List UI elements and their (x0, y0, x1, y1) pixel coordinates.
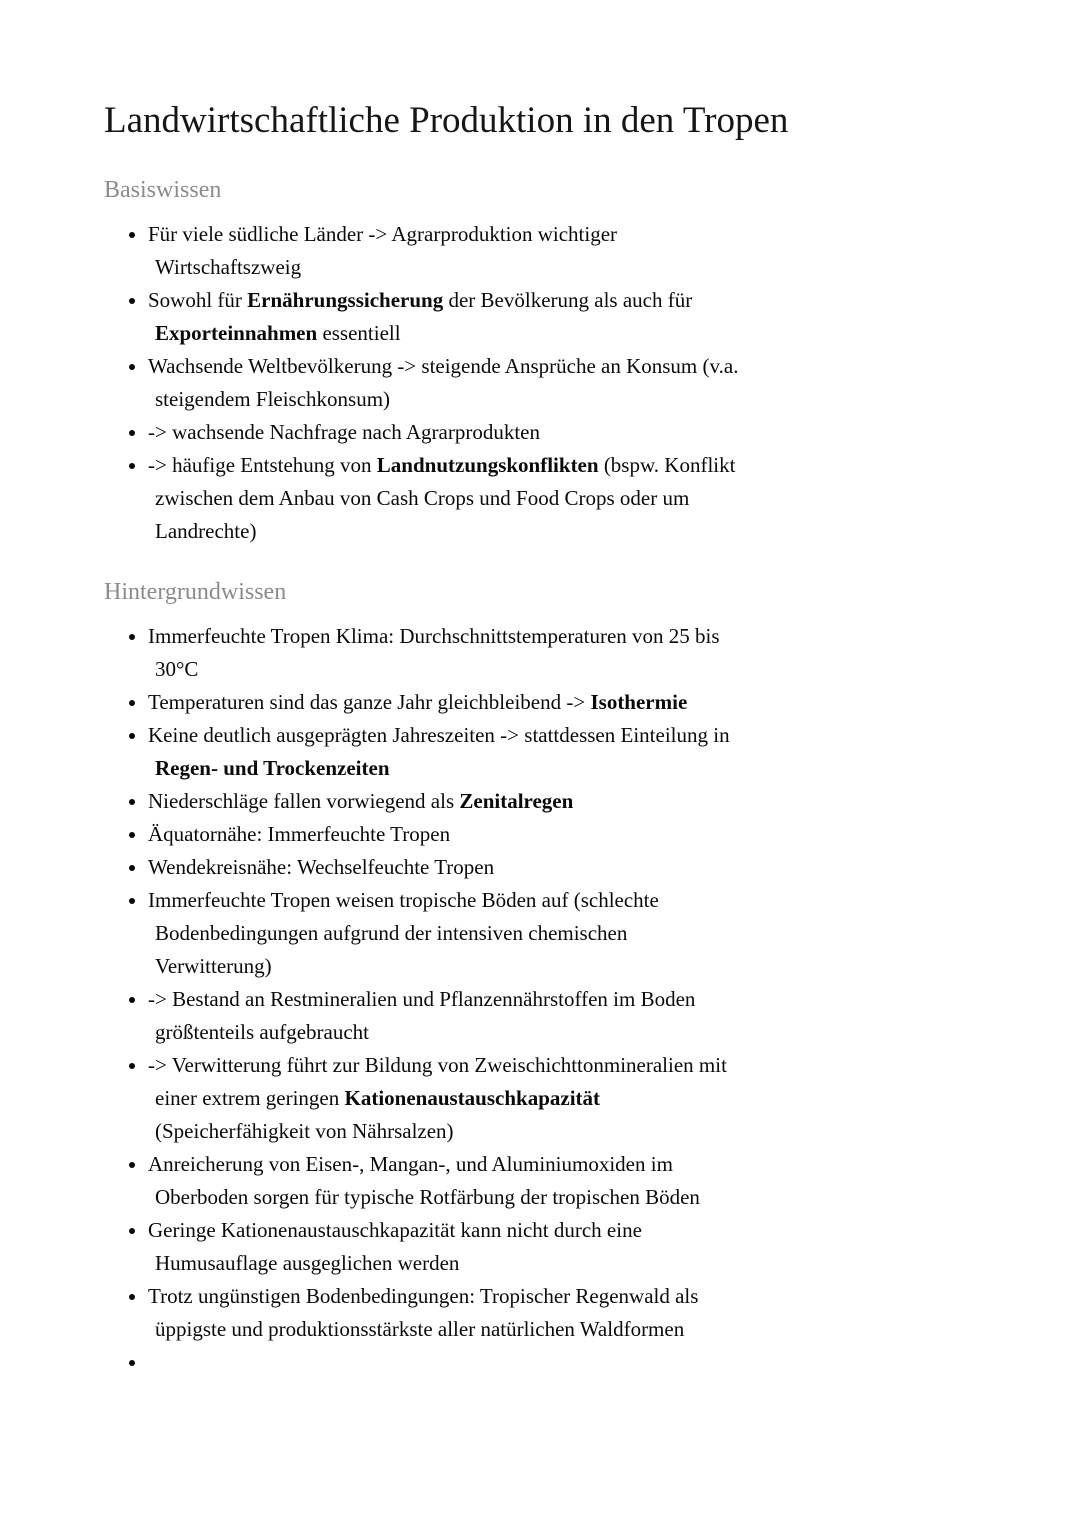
bullet-text: -> wachsende Nachfrage nach Agrarprodukten (148, 420, 540, 445)
bullet-item (148, 719, 748, 785)
bullet-item (148, 983, 748, 1049)
bullet-text: der Bevölkerung als auch für (443, 288, 693, 313)
bullet-text: (Speicherfähigkeit von Nährsalzen) (155, 1119, 454, 1144)
page-title: Landwirtschaftliche Produktion in den Tropen (104, 100, 789, 141)
bullet-text: Äquatornähe: Immerfeuchte Tropen (148, 822, 451, 847)
bullet-text: Sowohl für (148, 288, 248, 313)
bullet-item (148, 686, 748, 719)
bullet-text: -> häufige Entstehung von (148, 453, 377, 478)
bullet-text: Für viele südliche Länder -> Agrarproduktion wichtiger Wirtschaftszweig (148, 222, 618, 280)
bullet-list (104, 620, 1000, 1379)
document-body (104, 177, 1000, 1379)
bullet-text-bold: Ernährungssicherung (247, 288, 444, 313)
bullet-text: -> Bestand an Restmineralien und Pflanzennährstoffen im Boden größtenteils aufgebraucht (148, 987, 696, 1045)
bullet-text: Immerfeuchte Tropen weisen tropische Böden auf (schlechte Bodenbedingungen aufgrund der intensiven chemischen Verwitterung) (148, 888, 659, 979)
bullet-text-bold: Regen- und Trockenzeiten (155, 756, 390, 781)
bullet-text: Wachsende Weltbevölkerung -> steigende Ansprüche an Konsum (v.a. steigendem Fleischkonsum) (148, 354, 739, 412)
bullet-item (148, 218, 748, 284)
bullet-list (104, 218, 1000, 548)
bullet-item (148, 1346, 748, 1379)
bullet-text-bold: Landnutzungskonflikten (376, 453, 599, 478)
bullet-item (148, 1049, 748, 1148)
bullet-item (148, 416, 748, 449)
bullet-item (148, 449, 748, 548)
bullet-item (148, 1280, 748, 1346)
section-heading: Basiswissen (104, 177, 222, 204)
bullet-text-bold: Zenitalregen (459, 789, 574, 814)
bullet-text: Temperaturen sind das ganze Jahr gleichbleibend -> (148, 690, 591, 715)
bullet-text: (bspw. Konflikt zwischen dem Anbau von Cash Crops und Food Crops oder um Landrechte) (155, 453, 736, 544)
bullet-text: essentiell (317, 321, 401, 346)
bullet-text: Trotz ungünstigen Bodenbedingungen: Tropischer Regenwald als üppigste und produktionsstärkste aller natürlichen Waldformen (148, 1284, 699, 1342)
bullet-item (148, 818, 748, 851)
bullet-text: Anreicherung von Eisen-, Mangan-, und Aluminiumoxiden im Oberboden sorgen für typische Rotfärbung der tropischen Böden (148, 1152, 700, 1210)
bullet-text-bold: Isothermie (590, 690, 688, 715)
bullet-text-bold: Exporteinnahmen (155, 321, 318, 346)
bullet-item (148, 851, 748, 884)
bullet-text: Geringe Kationenaustauschkapazität kann nicht durch eine Humusauflage ausgeglichen werden (148, 1218, 642, 1276)
bullet-text (148, 1350, 153, 1374)
bullet-item (148, 1214, 748, 1280)
bullet-text: Wendekreisnähe: Wechselfeuchte Tropen (148, 855, 495, 880)
bullet-text: Keine deutlich ausgeprägten Jahreszeiten -> stattdessen Einteilung in (148, 723, 730, 748)
bullet-text: Immerfeuchte Tropen Klima: Durchschnittstemperaturen von 25 bis 30°C (148, 624, 720, 682)
bullet-item (148, 785, 748, 818)
section-heading: Hintergrundwissen (104, 579, 287, 606)
bullet-item (148, 350, 748, 416)
bullet-item (148, 620, 748, 686)
bullet-text: -> Verwitterung führt zur Bildung von Zweischichttonmineralien mit einer extrem geringen (148, 1053, 727, 1111)
bullet-item (148, 284, 748, 350)
bullet-item (148, 1148, 748, 1214)
bullet-item (148, 884, 748, 983)
bullet-text-bold: Kationenaustauschkapazität (344, 1086, 601, 1111)
bullet-text: Niederschläge fallen vorwiegend als (148, 789, 460, 814)
